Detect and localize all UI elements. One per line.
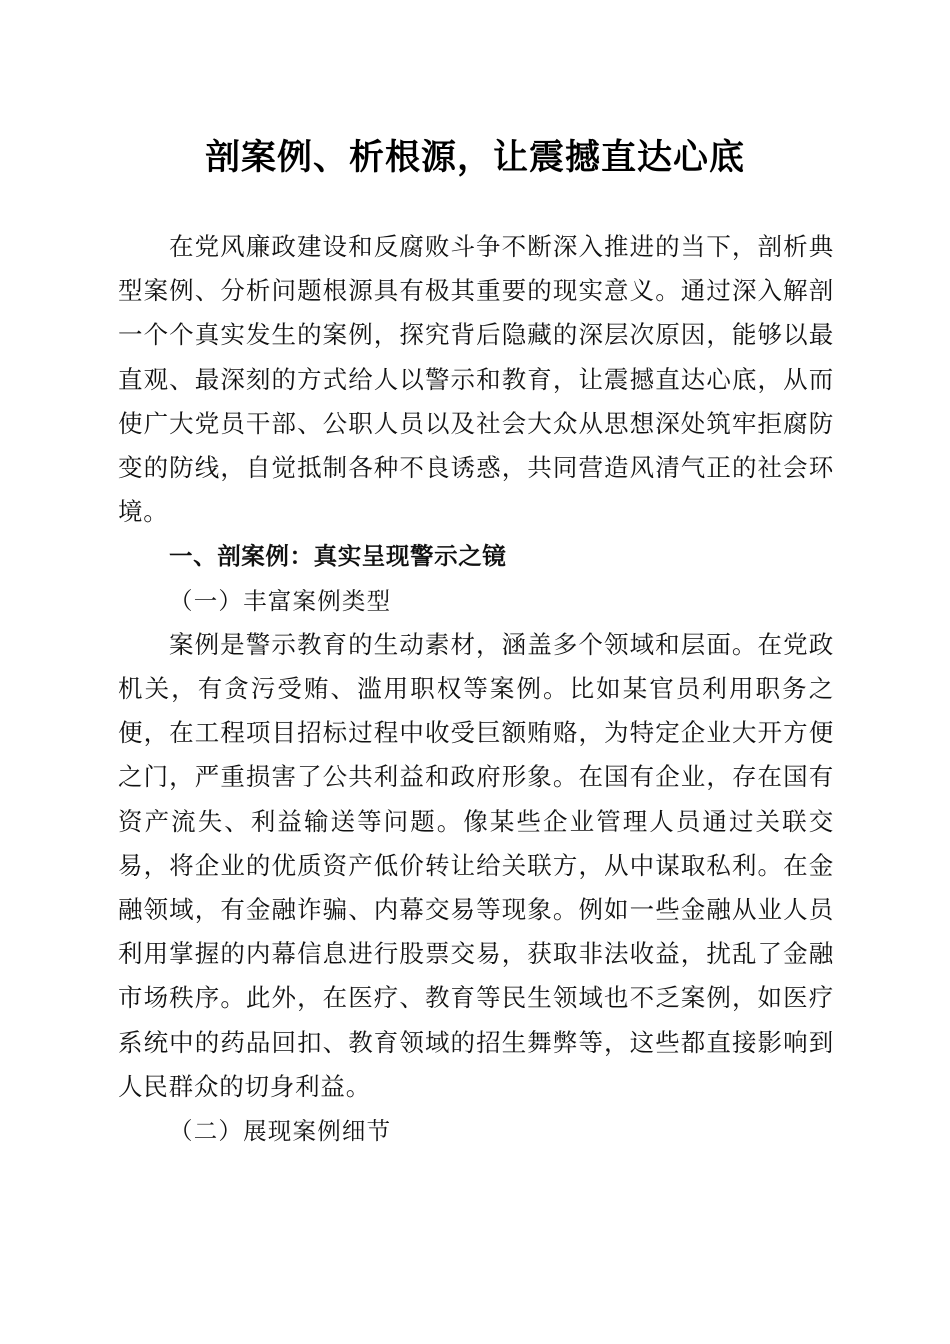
document-body — [118, 225, 834, 1153]
case-types-paragraph: 案例是警示教育的生动素材，涵盖多个领域和层面。在党政机关，有贪污受贿、滥用职权等案例。比如某官员利用职务之便，在工程项目招标过程中收受巨额贿赂，为特定企业大开方便之门，严重损害了公共利益和政府形象。在国有企业，存在国有资产流失、利益输送等问题。像某些企业管理人员通过关联交易，将企业的优质资产低价转让给关联方，从中谋取私利。在金融领域，有金融诈骗、内幕交易等现象。例如一些金融从业人员利用掌握的内幕信息进行股票交易，获取非法收益，扰乱了金融市场秩序。此外，在医疗、教育等民生领域也不乏案例，如医疗系统中的药品回扣、教育领域的招生舞弊等，这些都直接影响到人民群众的切身利益。 — [118, 629, 834, 1101]
intro-paragraph: 在党风廉政建设和反腐败斗争不断深入推进的当下，剖析典型案例、分析问题根源具有极其重要的现实意义。通过深入解剖一个个真实发生的案例，探究背后隐藏的深层次原因，能够以最直观、最深刻的方式给人以警示和教育，让震撼直达心底，从而使广大党员干部、公职人员以及社会大众从思想深处筑牢拒腐防变的防线，自觉抵制各种不良诱惑，共同营造风清气正的社会环境。 — [118, 232, 834, 527]
document-title: 剖案例、析根源，让震撼直达心底 — [204, 137, 745, 178]
subsection-heading-2: （二）展现案例细节 — [169, 1117, 392, 1146]
section-heading-1: 一、剖案例：真实呈现警示之镜 — [169, 542, 507, 571]
subsection-heading-1: （一）丰富案例类型 — [169, 586, 392, 615]
